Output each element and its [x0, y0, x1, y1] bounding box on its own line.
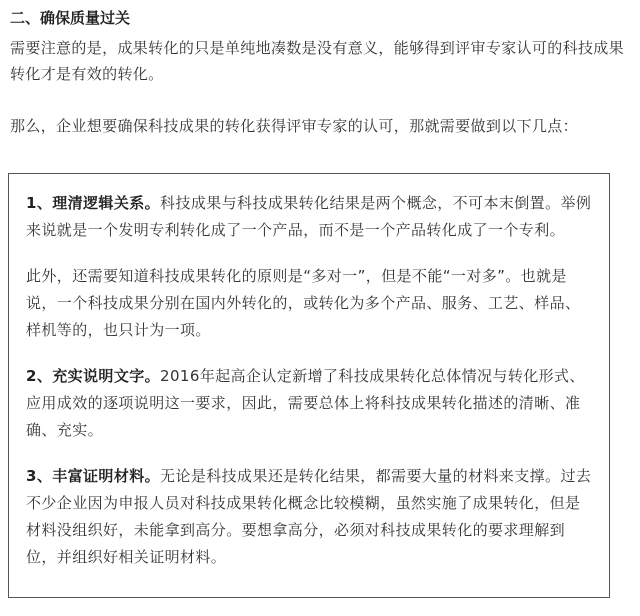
point-3-text: 无论是科技成果还是转化结果，都需要大量的材料来支撑。过去不少企业因为申报人员对科技成果转化概念比较模糊，虽然实施了成果转化，但是材料没组织好，未能拿到高分。要想拿高分，必须对科技成果转化的要求理解到位，并组织好相关证明材料。: [26, 467, 592, 566]
key-points-box: [8, 173, 610, 598]
point-2-text: 2016年起高企认定新增了科技成果转化总体情况与转化形式、应用成效的逐项说明这一要求，因此，需要总体上将科技成果转化描述的清晰、准确、充实。: [26, 367, 585, 439]
section-heading: 二、确保质量过关: [10, 9, 131, 27]
point-1-extra: [26, 263, 594, 344]
point-3-lead: 3、丰富证明材料。: [26, 467, 161, 485]
point-1: [26, 190, 594, 244]
point-1-text: 科技成果与科技成果转化结果是两个概念，不可本末倒置。举例来说就是一个发明专利转化成了一个产品，而不是一个产品转化成了一个专利。: [26, 194, 592, 239]
intro-paragraph-1: 需要注意的是，成果转化的只是单纯地凑数是没有意义，能够得到评审专家认可的科技成果转化才是有效的转化。: [10, 39, 625, 83]
point-3: [26, 463, 594, 571]
point-1-extra-text: 此外，还需要知道科技成果转化的原则是“多对一”，但是不能“一对多”。也就是说，一个科技成果分别在国内外转化的，或转化为多个产品、服务、工艺、样品、样机等的，也只计为一项。: [26, 267, 581, 339]
point-1-lead: 1、理清逻辑关系。: [26, 194, 161, 212]
intro-paragraph-2: 那么，企业想要确保科技成果的转化获得评审专家的认可，那就需要做到以下几点：: [10, 117, 578, 135]
point-2-lead: 2、充实说明文字。: [26, 367, 161, 385]
point-2: [26, 363, 594, 444]
article: [10, 6, 634, 139]
